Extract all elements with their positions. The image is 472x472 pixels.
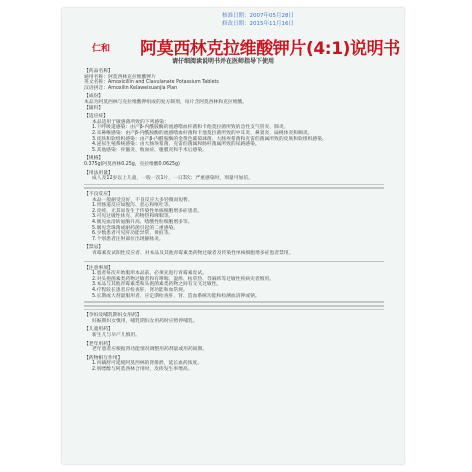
precaution-item: 4.疗程较长患者应检查肝、肾功能和血常规。: [92, 287, 188, 293]
drug-name-heading: 【药品名称】: [84, 69, 113, 74]
document-title: 阿莫西林克拉维酸钾片(4:1)说明书: [140, 39, 400, 59]
indications-intro: 本品适用于敏感菌所致的下列感染：: [92, 119, 169, 125]
precaution-item: 3.本品与其他青霉素类和头孢菌素类药物之间有交叉过敏性。: [92, 282, 222, 288]
text-row-placeholder: [84, 187, 384, 189]
text-row-placeholder: [84, 301, 384, 303]
english-name: 英文名称：Amoxicillin and Clavulanate Potassium Tablets: [84, 80, 219, 86]
precautions-heading: 【注意事项】: [84, 265, 113, 271]
contraindications-text: 青霉素皮试阳性反应者、对本品及其他青霉素类药物过敏者及传染性单核细胞增多症患者禁用。: [92, 251, 294, 256]
adverse-item: 5.偶见念珠菌或耐药菌引起的二重感染。: [92, 225, 179, 231]
interaction-item: 2.别嘌醇与阿莫西林合用时，皮疹发生率增高。: [92, 366, 193, 372]
adverse-heading: 【不良反应】: [84, 192, 113, 198]
adverse-item: 2.皮疹，尤其易发生于传染性单核细胞增多症患者。: [92, 208, 203, 214]
children-heading: 【儿童用药】: [84, 327, 113, 333]
ingredients-heading: 【成份】: [84, 94, 104, 100]
adverse-item: 1.胃肠道反应如腹泻、恶心和呕吐等。: [92, 203, 174, 209]
precaution-item: 2.对头孢菌素类药物过敏者和有哮喘、湿疹、枯草热、荨麻疹等过敏性疾病史者慎用。: [92, 276, 275, 282]
adverse-item: 6.少数患者可见肝功能异常、黄疸等。: [92, 231, 174, 237]
adverse-item: 4.偶见血清转氨酶升高、嗜酸性粒细胞增多等。: [92, 220, 193, 226]
usage-heading: 【用法用量】: [84, 170, 113, 176]
adverse-intro: 本品一般耐受良好，不良反应大多轻微而短暂。: [92, 197, 193, 203]
ingredients-text: 本品为阿莫西林与克拉维酸钾组成的复方制剂，每片含阿莫西林和克拉维酸。: [84, 99, 248, 105]
pregnancy-text: 妊娠期妇女慎用，哺乳期妇女用药时应暂停哺乳。: [92, 318, 198, 324]
indication-item: 4.泌尿生殖系统感染：由大肠埃希菌、克雷伯菌属和肠杆菌属所致的尿路感染。: [92, 142, 260, 148]
document-subtitle: 请仔细阅读说明书并在医师指导下使用: [172, 58, 275, 65]
precaution-item: 5.长期或大剂量服用者，应定期检查肝、肾、造血系统功能和检测血清钾或钠。: [92, 293, 260, 299]
text-row-placeholder: [84, 305, 384, 307]
elderly-heading: 【老年用药】: [84, 341, 113, 347]
adverse-item: 7.个别患者注射部位出现静脉炎。: [92, 236, 164, 242]
spec-text: 0.375g(阿莫西林0.25g，克拉维酸0.0625g): [84, 161, 180, 167]
excipients-label: 【辅料】: [84, 105, 104, 111]
contraindications-heading: 【禁忌】: [84, 245, 104, 251]
document-body: [84, 66, 384, 458]
pregnancy-heading: 【孕妇及哺乳期妇女用药】: [84, 313, 142, 319]
precaution-item: 1.患者每次开始服用本品前，必须先进行青霉素皮试。: [92, 271, 207, 277]
pinyin-name: 汉语拼音：Amoxilin Kelaweisuanjia Pian: [84, 85, 178, 91]
interaction-item: 1.丙磺舒可延缓阿莫西林的肾排泄，延长血药浓度。: [92, 361, 203, 367]
indication-item: 1.下呼吸道感染：由产β-内酰胺酶的流感嗜血杆菌和卡他莫拉菌所致的急性支气管炎、肺炎。: [92, 125, 289, 131]
generic-name: 通用名称：阿莫西林克拉维酸钾片: [84, 74, 156, 80]
approval-date: 核准日期：2007年05月28日: [222, 13, 294, 19]
indications-heading: 【适应症】: [84, 114, 108, 120]
usage-text: 成人及12岁以上儿童，一般一次1片，一日3次；严重感染时，剂量可加倍。: [92, 176, 253, 182]
date-block: [222, 12, 382, 28]
children-text: 新生儿与早产儿慎用。: [92, 333, 140, 338]
brand-logo: 仁和: [92, 44, 111, 54]
indication-item: 2.耳鼻喉感染：由产β-内酰胺酶的流感嗜血杆菌和卡他莫拉菌所致的中耳炎、鼻窦炎、扁桃体炎和咽炎。: [92, 130, 313, 136]
indication-item: 3.皮肤和软组织感染：由产β-内酰胺酶的金黄色葡萄球菌、大肠埃希菌和克雷伯菌属所致的皮肤和软组织感染。: [92, 136, 327, 142]
indication-item: 5.其他感染：骨髓炎、败血症、腹膜炎和手术后感染。: [92, 147, 207, 153]
adverse-item: 3.可见过敏性休克、药物热和哮喘等。: [92, 214, 174, 220]
elderly-text: 老年患者应根据肾功能情况调整用药剂量或用药间期。: [92, 347, 208, 353]
spec-heading: 【规格】: [84, 156, 104, 162]
text-row-placeholder: [84, 184, 384, 186]
instruction-sheet: [62, 8, 404, 464]
text-row-placeholder: [84, 309, 384, 311]
section-divider: [84, 261, 384, 262]
revision-date: 修改日期：2015年11月16日: [222, 21, 294, 27]
interactions-heading: 【药物相互作用】: [84, 355, 123, 361]
